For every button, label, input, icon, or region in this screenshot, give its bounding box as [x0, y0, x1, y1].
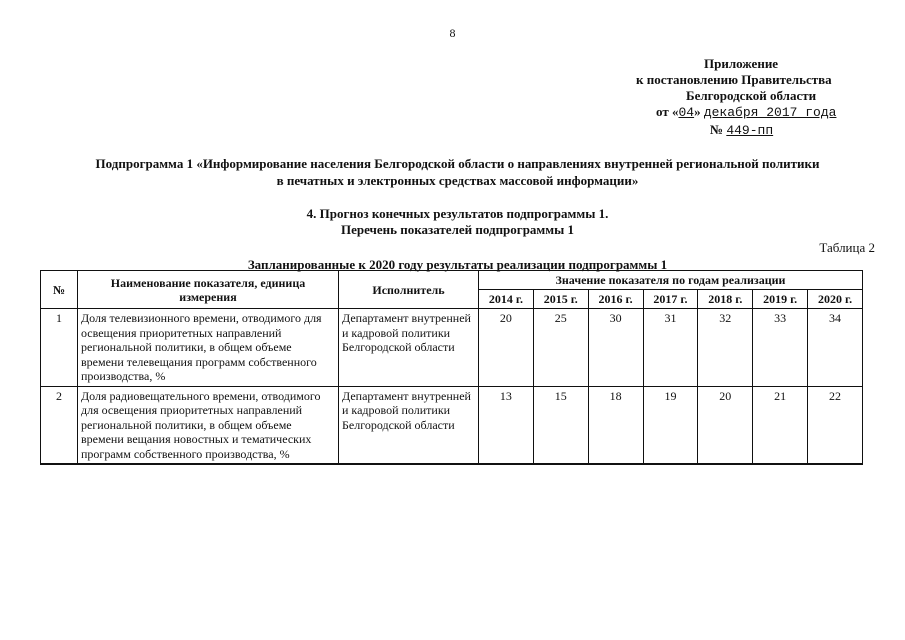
row-value-2019: 33	[753, 309, 808, 387]
subprogram-title-line2: в печатных и электронных средствах массовой информации»	[276, 173, 639, 188]
date-prefix: от «	[656, 104, 679, 119]
row-value-2017: 19	[643, 386, 698, 464]
header-num: №	[41, 271, 78, 309]
page-number: 8	[449, 26, 456, 40]
section-subtitle: Перечень показателей подпрограммы 1	[340, 222, 575, 237]
header-year: 2019 г.	[753, 290, 808, 309]
row-value-2020: 34	[808, 309, 863, 387]
row-value-2014: 20	[479, 309, 534, 387]
header-year: 2017 г.	[643, 290, 698, 309]
row-num: 2	[41, 386, 78, 464]
row-value-2014: 13	[479, 386, 534, 464]
date-month-year: декабря 2017 года	[703, 105, 837, 120]
row-executor: Департамент внутренней и кадровой политики Белгородской области	[339, 386, 479, 464]
appendix-resolution: к постановлению Правительства	[636, 72, 832, 87]
date-day: 04	[678, 105, 695, 120]
resolution-number: 449-пп	[726, 123, 774, 138]
row-executor: Департамент внутренней и кадровой политики Белгородской области	[339, 309, 479, 387]
table-header-row	[41, 271, 863, 290]
row-value-2015: 25	[533, 309, 588, 387]
header-year: 2020 г.	[808, 290, 863, 309]
row-indicator-name: Доля радиовещательного времени, отводимого для освещения приоритетных направлений региональной политики, в общем объеме времени вещания новостных и тематических программ собственного производства, %	[78, 386, 339, 464]
appendix-date	[656, 104, 836, 121]
date-mid: »	[694, 104, 701, 119]
row-indicator-name: Доля телевизионного времени, отводимого для освещения приоритетных направлений региональной политики, в общем объеме времени телевещания программ собственного производства, %	[78, 309, 339, 387]
row-value-2015: 15	[533, 386, 588, 464]
row-value-2018: 20	[698, 386, 753, 464]
header-year: 2015 г.	[533, 290, 588, 309]
row-value-2017: 31	[643, 309, 698, 387]
row-value-2018: 32	[698, 309, 753, 387]
table-row	[41, 386, 863, 464]
section-title: 4. Прогноз конечных результатов подпрограммы 1.	[306, 206, 609, 221]
table-row	[41, 309, 863, 387]
row-value-2016: 30	[588, 309, 643, 387]
table-label: Таблица 2	[819, 240, 875, 255]
row-value-2019: 21	[753, 386, 808, 464]
header-values-group: Значение показателя по годам реализации	[479, 271, 863, 290]
appendix-number	[710, 122, 773, 139]
row-value-2016: 18	[588, 386, 643, 464]
row-value-2020: 22	[808, 386, 863, 464]
number-sign: №	[710, 122, 724, 137]
indicators-table	[40, 270, 863, 465]
header-executor: Исполнитель	[339, 271, 479, 309]
subprogram-title-line1: Подпрограмма 1 «Информирование населения Белгородской области о направлениях внутренней региональной политики	[95, 156, 820, 171]
table-caption: Запланированные к 2020 году результаты реализации подпрограммы 1	[247, 257, 668, 272]
header-year: 2014 г.	[479, 290, 534, 309]
appendix-title: Приложение	[704, 56, 779, 71]
row-num: 1	[41, 309, 78, 387]
header-name: Наименование показателя, единица измерения	[78, 271, 339, 309]
appendix-region: Белгородской области	[686, 88, 817, 103]
header-year: 2018 г.	[698, 290, 753, 309]
header-year: 2016 г.	[588, 290, 643, 309]
